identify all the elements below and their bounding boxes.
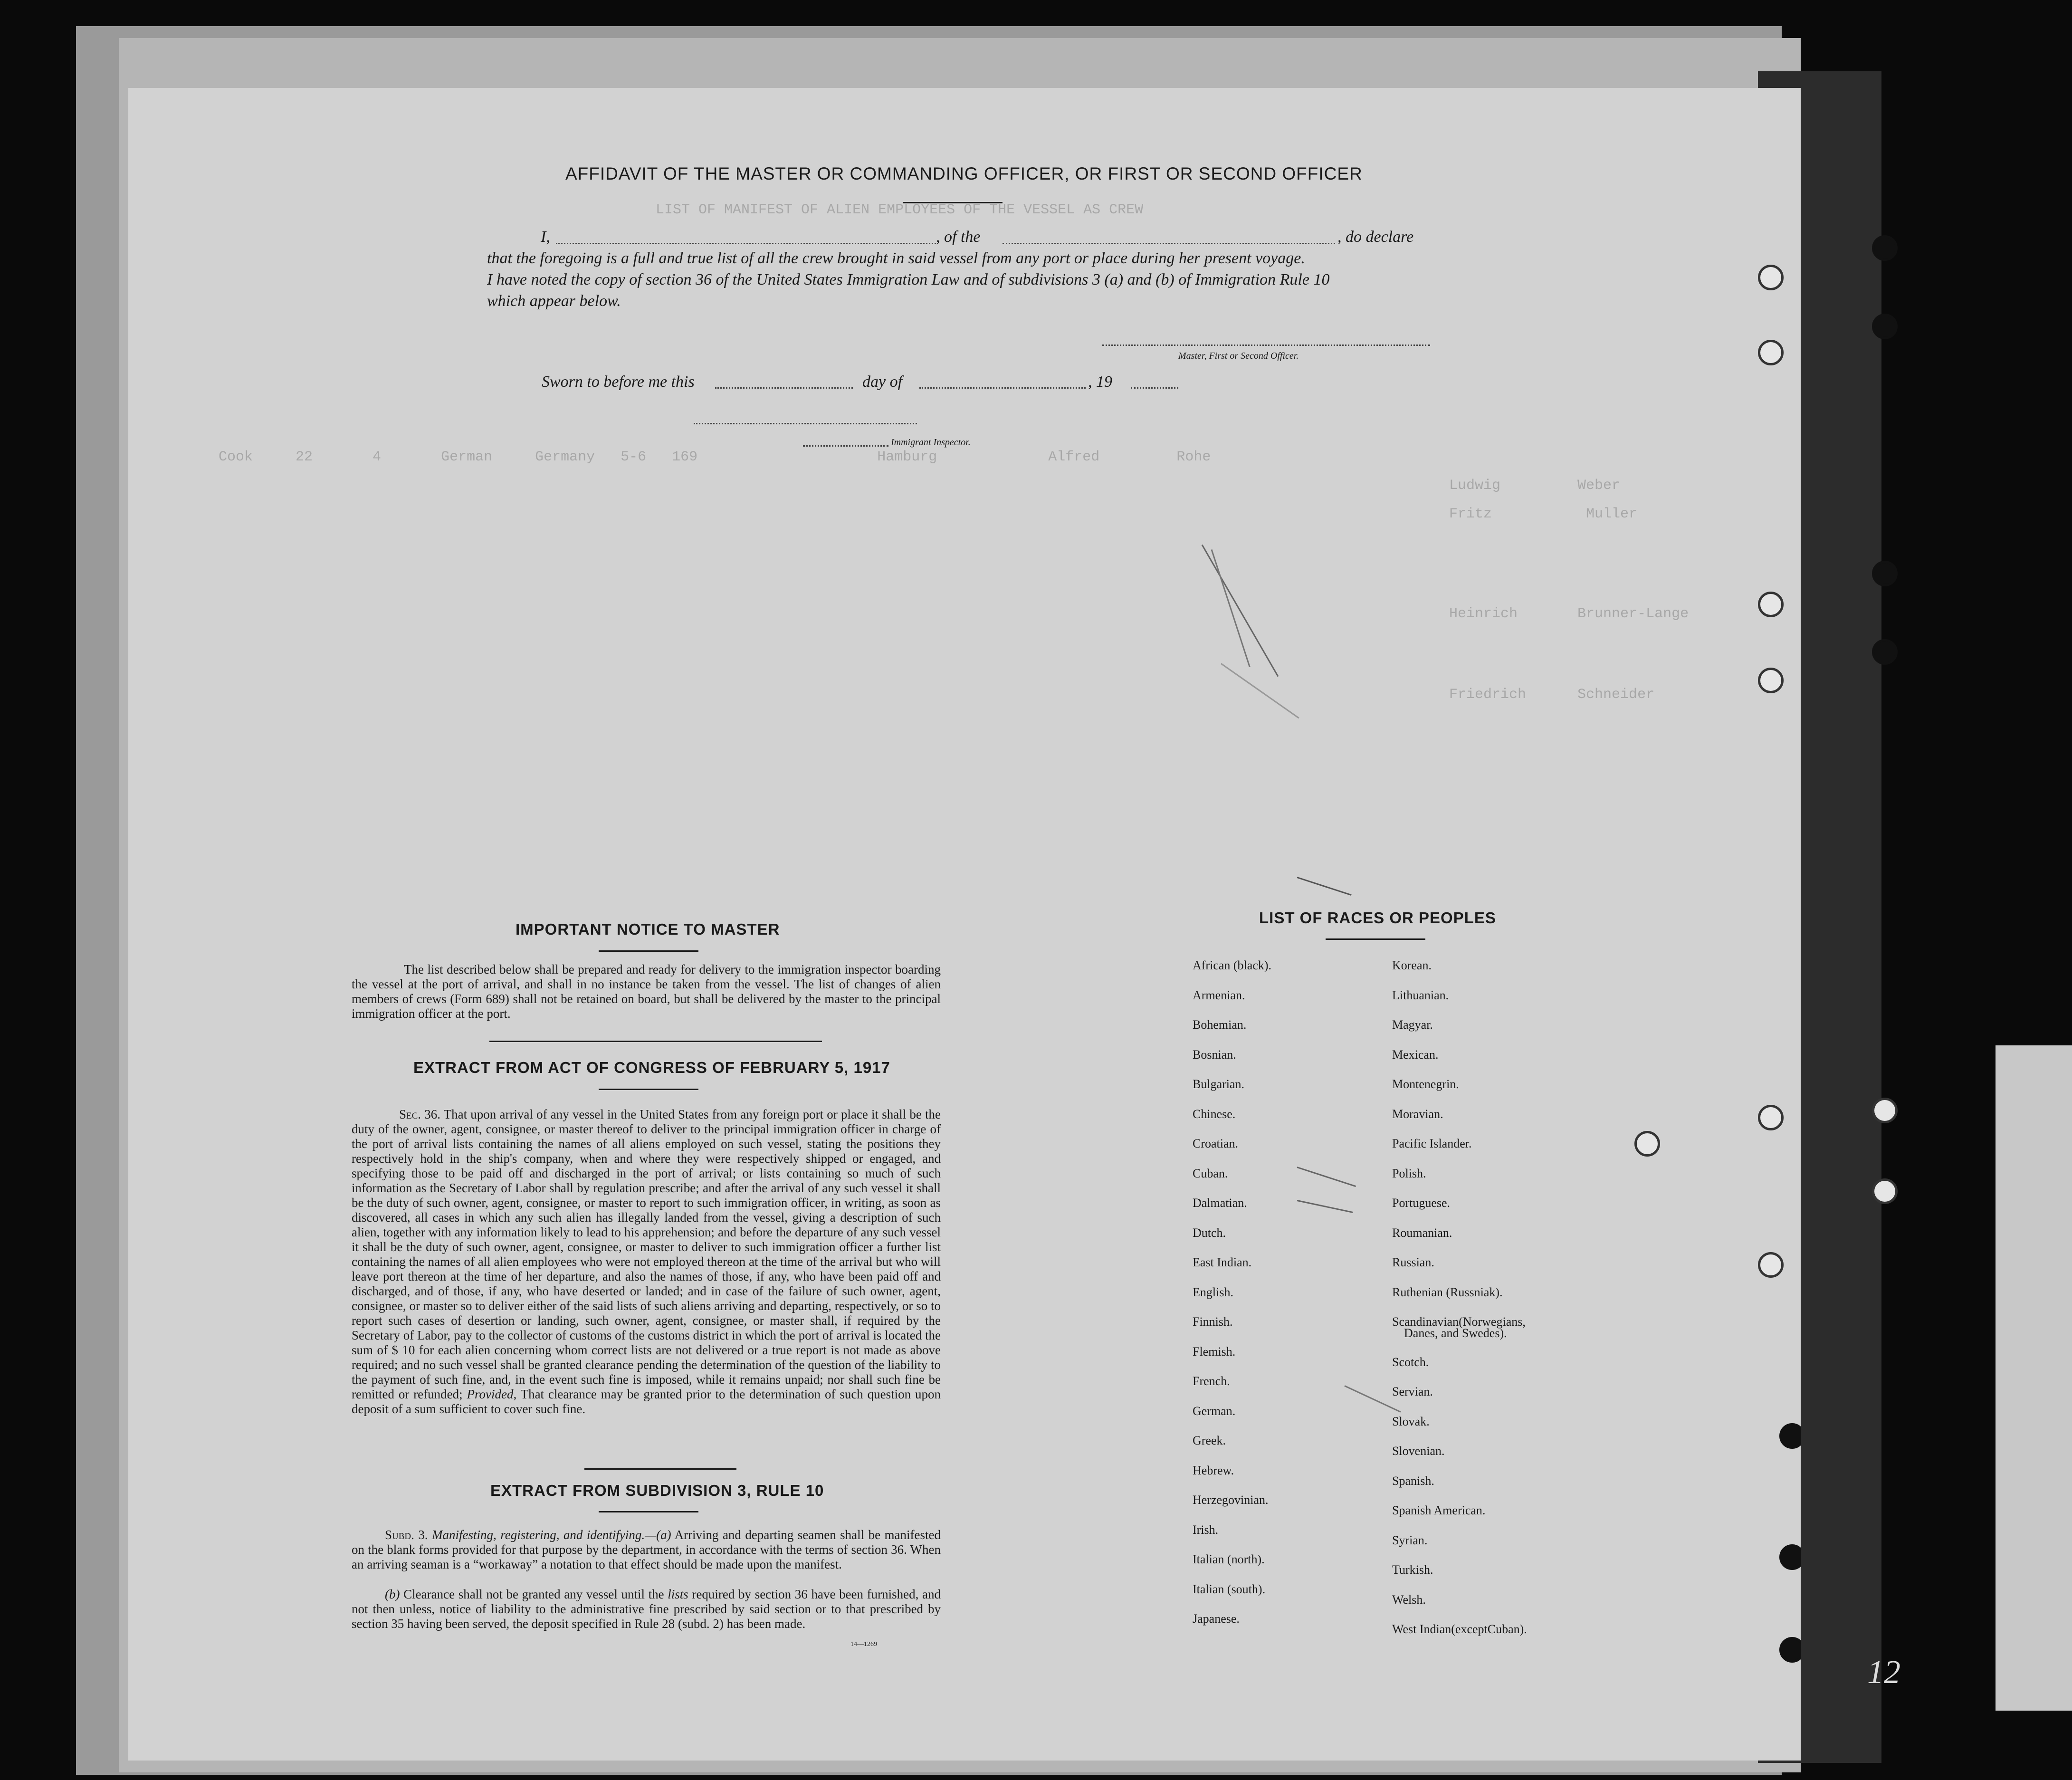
race-item: Spanish. <box>1392 1474 1434 1488</box>
race-item: Slovenian. <box>1392 1444 1445 1458</box>
pencil-mark <box>1297 1200 1353 1213</box>
page-number: 12 <box>1867 1654 1900 1691</box>
bleed-through-text: Ludwig Weber <box>1449 478 1621 494</box>
race-item: Turkish. <box>1392 1563 1433 1577</box>
pencil-mark <box>1221 663 1299 718</box>
name-blank <box>556 243 936 244</box>
punch-hole-icon <box>1779 1637 1801 1663</box>
affidavit-line-2: that the foregoing is a full and true list of all the crew brought in said vessel from any port or place during her present voyage. <box>487 249 1305 267</box>
race-item: West Indian(exceptCuban). <box>1392 1622 1527 1636</box>
section-divider <box>489 1041 822 1042</box>
form-number: 14—1269 <box>850 1641 877 1648</box>
act-title: EXTRACT FROM ACT OF CONGRESS OF FEBRUARY 5, 1917 <box>413 1059 890 1076</box>
day-of: day of <box>862 373 903 391</box>
pencil-mark <box>1202 545 1279 677</box>
race-item: Korean. <box>1392 958 1432 972</box>
race-continuation: Danes, and Swedes). <box>1404 1326 1507 1340</box>
bleed-through-text: LIST OF MANIFEST OF ALIEN EMPLOYEES OF THE VESSEL AS CREW <box>656 202 1144 218</box>
race-item: Polish. <box>1392 1166 1426 1180</box>
race-item: Hebrew. <box>1193 1463 1234 1477</box>
punch-hole-icon <box>1634 1131 1660 1157</box>
binder-hole-icon <box>1872 235 1898 261</box>
binder-hole-icon <box>1872 314 1898 339</box>
inspector-label: Immigrant Inspector. <box>891 437 971 448</box>
races-title: LIST OF RACES OR PEOPLES <box>1259 909 1496 927</box>
race-item: Italian (south). <box>1193 1582 1266 1596</box>
race-item: English. <box>1193 1285 1233 1299</box>
punch-hole-icon <box>1758 592 1784 617</box>
punch-hole-icon <box>1779 1544 1801 1570</box>
race-item: Welsh. <box>1392 1592 1426 1607</box>
affidavit-line-3: I have noted the copy of section 36 of the United States Immigration Law and of subdivisions 3 (a) and (b) of Immigration Rule 10 <box>487 271 1330 288</box>
binder-hole-icon <box>1872 1098 1898 1123</box>
vessel-blank <box>1003 243 1335 244</box>
race-item: Ruthenian (Russniak). <box>1392 1285 1503 1299</box>
bleed-through-text: Fritz Muller <box>1449 506 1638 522</box>
subd-heading: Manifesting, registering, and identifying.—(a) <box>432 1528 671 1542</box>
race-item: Servian. <box>1392 1385 1433 1398</box>
affidavit-i: I, <box>541 228 550 246</box>
race-item: Bulgarian. <box>1193 1077 1245 1091</box>
race-item: French. <box>1193 1374 1230 1388</box>
year-prefix: , 19 <box>1088 373 1112 391</box>
race-item: German. <box>1193 1404 1236 1418</box>
race-item: African (black). <box>1193 958 1272 972</box>
adjacent-page-edge <box>1996 1045 2072 1711</box>
race-item: Japanese. <box>1193 1612 1240 1626</box>
b-label: (b) <box>385 1587 400 1601</box>
pencil-mark <box>1297 877 1352 896</box>
binder-hole-icon <box>1872 1178 1898 1204</box>
race-item: East Indian. <box>1193 1255 1252 1269</box>
affidavit-declare: , do declare <box>1337 228 1414 246</box>
race-item: Cuban. <box>1193 1166 1228 1180</box>
race-item: Pacific Islander. <box>1392 1137 1472 1150</box>
race-item: Spanish American. <box>1392 1503 1486 1517</box>
provided-word: Provided, <box>467 1387 517 1401</box>
act-body <box>352 1107 941 1416</box>
inspector-line-2 <box>803 445 888 447</box>
race-item: Magyar. <box>1392 1018 1433 1032</box>
race-item: Dalmatian. <box>1193 1196 1247 1210</box>
notice-underline <box>599 950 698 952</box>
inspector-line-1 <box>694 423 917 424</box>
pencil-mark <box>1211 549 1251 667</box>
race-item: Lithuanian. <box>1392 988 1449 1002</box>
punch-hole-icon <box>1758 1252 1784 1278</box>
act-body-1: That upon arrival of any vessel in the United States from any foreign port or place it shall be the duty of the owner, agent, consignee, or master thereof to deliver to the principal immigration officer in charge of the port of arrival lists containing the names of all aliens employed on such vessel, stating the positions they respectively hold in the ship's company, when and where they were respectively shipped or engaged, and specifying those to be paid off and discharged in the port of arrival; or lists containing so much of such information as the Secretary of Labor shall by regulation prescribe; and after the arrival of any such vessel it shall be the duty of such owner, agent, consignee, or master to report to such immigration officer, in writing, as soon as discovered, all cases in which any such alien has illegally landed from the vessel, giving a description of such alien, together with any information likely to lead to his apprehension; and before the departure of any such vessel it shall be the duty of such owner, agent, consignee, or master to deliver to such immigration officer a further list containing the names of all alien employees who were not employed thereon at the time of the arrival but who will leave port thereon at the time of her departure, and also the names of those, if any, who have been paid off and discharged, and of those, if any, who have deserted or landed; and in case of the failure of such owner, agent, consignee, or master so to deliver either of the said lists of such aliens arriving and departing, respectively, or so to report such cases of desertion or landing, such owner, agent, consignee, or master shall, if required by the Secretary of Labor, pay to the collector of customs of the customs district in which the port of arrival is located the sum of $ 10 for each alien concerning whom correct lists are not delivered or a true report is not made as above required; and no such vessel shall be granted clearance pending the determination of the question of the liability to the payment of such fine, and, in the event such fine is imposed, while it remains unpaid; nor shall such fine be remitted or refunded; <box>352 1107 941 1401</box>
race-item: Scandinavian(Norwegians, <box>1392 1315 1526 1329</box>
lists-word: lists <box>668 1587 688 1601</box>
signature-line <box>1102 345 1430 346</box>
sec-label: Sec. 36. <box>399 1107 440 1121</box>
rule10-text-b2: required by section 36 have been furnished, and not then unless, notice of liability to the administrative fine prescribed by said section or to that prescribed by section 35 having been served, the deposit specified in Rule 28 (subd. 2) has been made. <box>352 1587 941 1631</box>
title-underline <box>903 202 1003 203</box>
section-divider <box>584 1468 736 1470</box>
race-item: Slovak. <box>1392 1414 1430 1428</box>
affidavit-line-4: which appear below. <box>487 292 621 310</box>
race-item: Scotch. <box>1392 1355 1429 1369</box>
race-item: Armenian. <box>1193 988 1245 1002</box>
race-item: Mexican. <box>1392 1047 1439 1062</box>
subd-label: Subd. 3. <box>385 1528 428 1542</box>
race-item: Herzegovinian. <box>1193 1493 1269 1507</box>
race-item: Greek. <box>1193 1434 1226 1447</box>
notice-body: The list described below shall be prepared and ready for delivery to the immigration inspector boarding the vessel at the port of arrival, and shall in no instance be taken from the vessel. The list of changes of alien members of crews (Form 689) shall not be retained on board, but shall be delivered by the master to the principal immigration officer at the port. <box>352 962 941 1021</box>
punch-hole-icon <box>1758 1105 1784 1130</box>
rule10-para-a <box>352 1528 941 1572</box>
bleed-through-text: Heinrich Brunner-Lange <box>1449 606 1689 622</box>
race-item: Bosnian. <box>1193 1047 1236 1062</box>
race-item: Dutch. <box>1193 1225 1226 1240</box>
race-item: Portuguese. <box>1392 1196 1451 1210</box>
rule10-underline <box>599 1511 698 1512</box>
race-item: Finnish. <box>1193 1315 1233 1329</box>
race-item: Bohemian. <box>1193 1018 1247 1032</box>
race-item: Irish. <box>1193 1522 1219 1537</box>
race-item: Croatian. <box>1193 1137 1239 1150</box>
affidavit-of-the: , of the <box>936 228 981 246</box>
race-item: Flemish. <box>1193 1344 1236 1359</box>
punch-hole-icon <box>1758 340 1784 365</box>
race-item: Moravian. <box>1392 1107 1443 1121</box>
affidavit-title: AFFIDAVIT OF THE MASTER OR COMMANDING OFFICER, OR FIRST OR SECOND OFFICER <box>565 164 1363 183</box>
notice-title: IMPORTANT NOTICE TO MASTER <box>516 920 780 938</box>
month-blank <box>919 387 1086 389</box>
binder-hole-icon <box>1872 561 1898 586</box>
races-underline <box>1326 938 1425 940</box>
punch-hole-icon <box>1758 265 1784 290</box>
race-item: Montenegrin. <box>1392 1077 1459 1091</box>
year-blank <box>1131 387 1178 389</box>
rule10-text-b1: Clearance shall not be granted any vessel until the <box>403 1587 664 1601</box>
act-body-2: That clearance may be granted prior to the determination of such question upon deposit of a sum sufficient to cover such fine. <box>352 1387 941 1416</box>
act-underline <box>599 1089 698 1090</box>
race-item: Roumanian. <box>1392 1225 1452 1240</box>
bleed-through-text: Cook 22 4 German Germany 5-6 169 Hamburg Alfred Rohe <box>219 449 1211 465</box>
rule10-para-b <box>352 1587 941 1631</box>
binder-hole-icon <box>1872 639 1898 665</box>
rule10-text-a: Arriving and departing seamen shall be manifested on the blank forms provided for that purpose by the department, in accordance with the terms of section 36. When an arriving seaman is a “workaway” a notation to that effect should be made upon the manifest. <box>352 1528 941 1571</box>
pencil-mark <box>1297 1167 1356 1187</box>
race-item: Russian. <box>1392 1255 1434 1269</box>
rule10-title: EXTRACT FROM SUBDIVISION 3, RULE 10 <box>490 1482 824 1499</box>
bleed-through-text: Friedrich Schneider <box>1449 687 1655 703</box>
punch-hole-icon <box>1758 668 1784 693</box>
race-item: Chinese. <box>1193 1107 1236 1121</box>
race-item: Italian (north). <box>1193 1552 1265 1566</box>
signature-label: Master, First or Second Officer. <box>1178 351 1299 361</box>
race-item: Syrian. <box>1392 1533 1428 1547</box>
sworn-text: Sworn to before me this <box>542 373 695 391</box>
manifest-page <box>128 88 1801 1761</box>
punch-hole-icon <box>1779 1423 1801 1449</box>
day-blank <box>715 387 853 389</box>
